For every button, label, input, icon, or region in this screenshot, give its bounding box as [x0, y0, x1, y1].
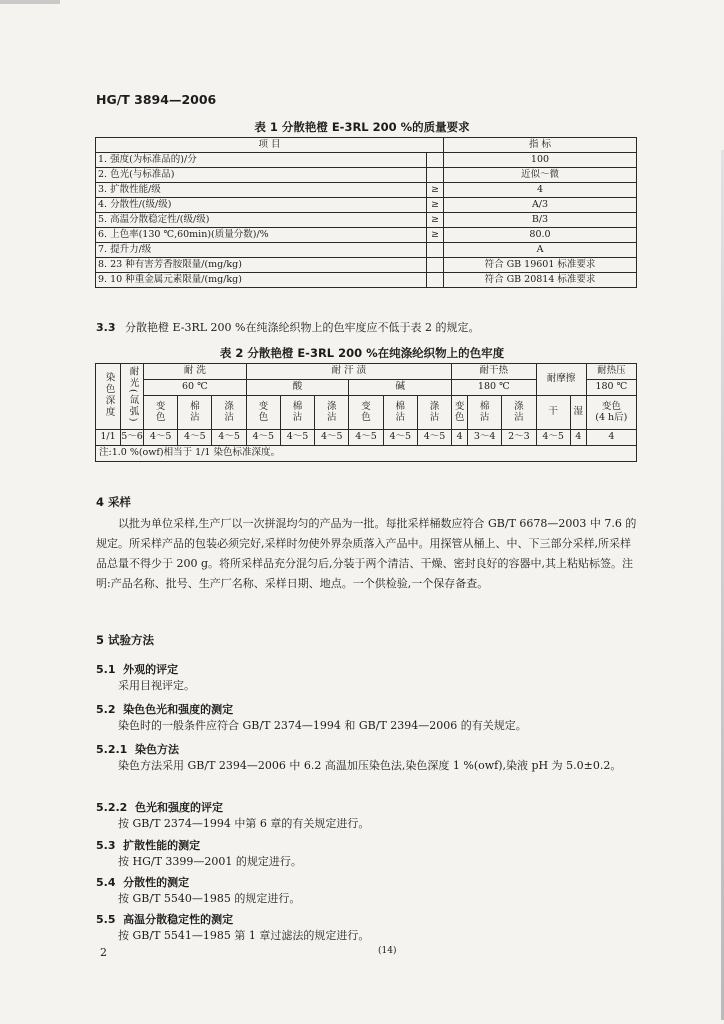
subheader-polyester: 涤 沾: [315, 396, 349, 430]
color-fastness-table: [95, 363, 637, 462]
standard-code: HG/T 3894—2006: [96, 92, 217, 107]
quality-requirements-table: [95, 137, 637, 288]
subheader-change: 变 色: [349, 396, 383, 430]
section-3-3: [96, 318, 479, 338]
section-4-heading: 4 采样: [96, 495, 132, 509]
table-row: 1/1 5～6 4～5 4～5 4～5 4～5 4～5 4～5 4～5 4～5 4～5 4 3～4 2～3 4～5 4 4: [96, 430, 637, 446]
section-5-4-text: 按 GB/T 5540—1985 的规定进行。: [118, 892, 301, 905]
table-row: 9. 10 种重金属元素限量/(mg/kg) 符合 GB 20814 标准要求: [96, 273, 637, 288]
header-press-temp: 180 ℃: [586, 380, 636, 396]
header-dryheat: 耐干热: [452, 364, 536, 380]
header-alkali: 碱: [349, 380, 452, 396]
header-sweat: 耐 汗 渍: [246, 364, 451, 380]
section-5-2-1-heading: 5.2.1 染色方法: [96, 743, 179, 756]
section-5-1-text: 采用目视评定。: [118, 679, 195, 692]
table-row: 3. 扩散性能/级 ≥ 4: [96, 183, 637, 198]
subheader-change: 变 色: [246, 396, 280, 430]
table-row: 1. 强度(为标准品的)/分 100: [96, 153, 637, 168]
table-header-row: [96, 138, 637, 153]
header-depth: 染色深度: [96, 364, 121, 430]
section-5-2-2-heading: 5.2.2 色光和强度的评定: [96, 801, 223, 814]
header-acid: 酸: [246, 380, 349, 396]
section-5-5-heading: 5.5 高温分散稳定性的测定: [96, 913, 234, 926]
section-4-text: 以批为单位采样,生产厂以一次拼混均匀的产品为一批。每批采样桶数应符合 GB/T 6678—2003 中 7.6 的规定。所采样产品的包装必须完好,采样时勿使外界杂质落入产品中。用探管从桶上、中、下三部分采样,所采样品总量不得少于 200 g。将所采样品充分混匀后,分装于两个清洁、干燥、密封良好的容器中,其上粘贴标签。注明:产品名称、批号、生产厂名称、采样日期、地点。一个供检验,一个保存备查。: [96, 517, 637, 590]
section-5-5-text: 按 GB/T 5541—1985 第 1 章过滤法的规定进行。: [118, 929, 370, 942]
subheader-wet: 湿: [570, 396, 586, 430]
page-sequence: (14): [378, 946, 397, 956]
table-row: 4. 分散性/(级/级) ≥ A/3: [96, 198, 637, 213]
subheader-polyester: 涤 沾: [417, 396, 451, 430]
table-row: 5. 高温分散稳定性/(级/级) ≥ B/3: [96, 213, 637, 228]
table-note: 注:1.0 %(owf)相当于 1/1 染色标准深度。: [96, 446, 637, 462]
column-header-item: 项 目: [96, 138, 444, 153]
section-5-1-heading: 5.1 外观的评定: [96, 663, 179, 676]
table-row: 2. 色光(与标准品) 近似～微: [96, 168, 637, 183]
subheader-change: 变 色: [144, 396, 178, 430]
table-row: 8. 23 种有害芳香胺限量/(mg/kg) 符合 GB 19601 标准要求: [96, 258, 637, 273]
header-rub: 耐摩擦: [536, 364, 586, 396]
subheader-cotton: 棉 沾: [468, 396, 502, 430]
header-wash-temp: 60 ℃: [144, 380, 247, 396]
section-5-2-1-text: 染色方法采用 GB/T 2394—2006 中 6.2 高温加压染色法,染色深度 1 %(owf),染液 pH 为 5.0±0.2。: [118, 759, 622, 772]
page-number: 2: [100, 946, 107, 959]
section-text: 分散艳橙 E-3RL 200 %在纯涤纶织物上的色牢度应不低于表 2 的规定。: [125, 321, 480, 334]
table-row: 6. 上色率(130 ℃,60min)(质量分数)/% ≥ 80.0: [96, 228, 637, 243]
subheader-cotton: 棉 沾: [383, 396, 417, 430]
section-5-3-text: 按 HG/T 3399—2001 的规定进行。: [118, 855, 302, 868]
section-5-heading: 5 试验方法: [96, 633, 155, 647]
section-5-2-2-text: 按 GB/T 2374—1994 中第 6 章的有关规定进行。: [118, 817, 370, 830]
subheader-press-change: 变色 (4 h后): [586, 396, 636, 430]
subheader-dry: 干: [536, 396, 570, 430]
table-row: 7. 提升力/级 A: [96, 243, 637, 258]
subheader-cotton: 棉 沾: [178, 396, 212, 430]
section-5-3-heading: 5.3 扩散性能的测定: [96, 839, 201, 852]
table-note-row: [96, 446, 637, 462]
column-header-index: 指 标: [444, 138, 637, 153]
scan-artifact: [0, 0, 60, 4]
subheader-cotton: 棉 沾: [280, 396, 314, 430]
section-5-4-heading: 5.4 分散性的测定: [96, 876, 190, 889]
section-5-2-heading: 5.2 染色色光和强度的测定: [96, 703, 234, 716]
section-number: 3.3: [96, 321, 116, 334]
table2-title: 表 2 分散艳橙 E-3RL 200 %在纯涤纶织物上的色牢度: [219, 346, 505, 360]
subheader-polyester: 涤 沾: [502, 396, 536, 430]
header-press: 耐热压: [586, 364, 636, 380]
header-dryheat-temp: 180 ℃: [452, 380, 536, 396]
subheader-polyester: 涤 沾: [212, 396, 246, 430]
table1-title: 表 1 分散艳橙 E-3RL 200 %的质量要求: [254, 120, 470, 134]
section-5-2-text: 染色时的一般条件应符合 GB/T 2374—1994 和 GB/T 2394—2006 的有关规定。: [118, 719, 527, 732]
header-light: 耐光(氙弧): [121, 364, 144, 430]
header-wash: 耐 洗: [144, 364, 247, 380]
subheader-change: 变 色: [452, 396, 468, 430]
